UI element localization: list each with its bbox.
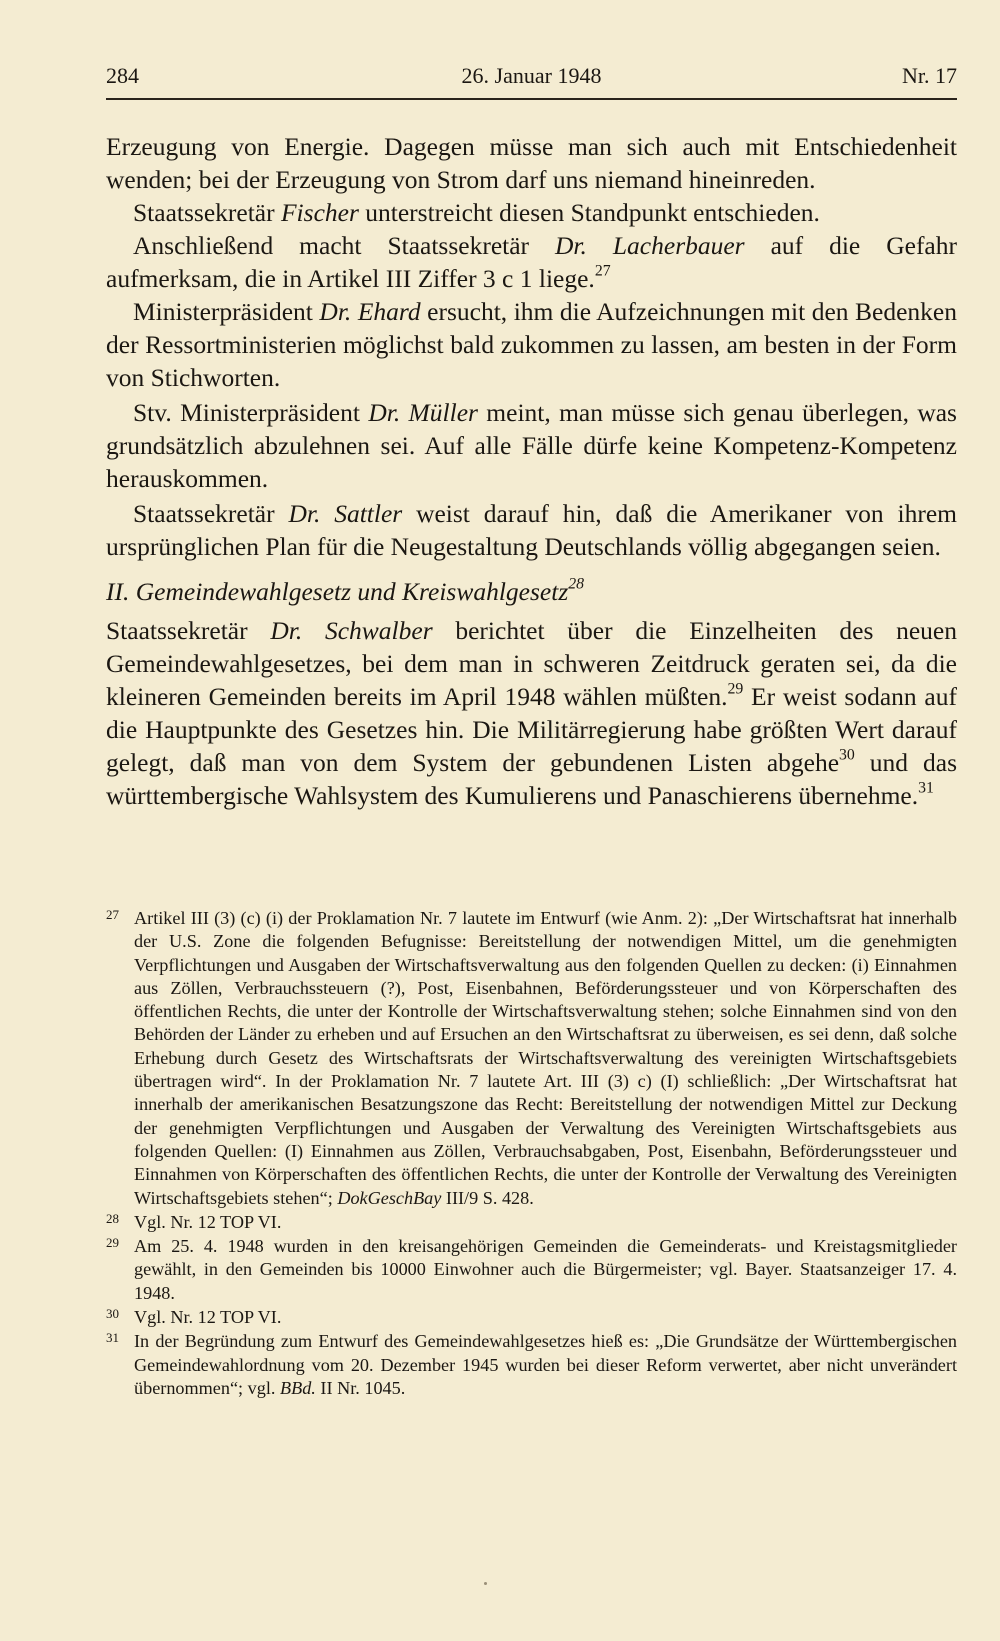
section-heading: II. Gemeindewahlgesetz und Kreiswahlgesetz$^{28}$ <box>106 575 585 606</box>
footnote-28: 28 Vgl. Nr. 12 TOP VI. <box>106 1211 957 1234</box>
source-abbreviation: DokGeschBay <box>337 1187 442 1208</box>
source-abbreviation: BBd. <box>279 1377 316 1398</box>
footnote-ref: 30 <box>839 746 855 764</box>
footnote-30: 30 Vgl. Nr. 12 TOP VI. <box>106 1306 957 1329</box>
paragraph-lacherbauer: Anschließend macht Staatssekretär Dr. Lacherbauer auf die Gefahr aufmerksam, die in Artikel III Ziffer 3 c 1 liege.$^{27}$ <box>106 231 957 293</box>
main-text <box>106 130 957 812</box>
footnotes <box>106 907 957 1401</box>
speaker-name: Müller <box>408 398 478 427</box>
speaker-name: Fischer <box>280 198 359 227</box>
footnote-31: 31 In der Begründung zum Entwurf des Gemeindewahlgesetzes hieß es: „Die Grundsätze der Württembergischen Gemeindewahlordnung vom 20. Dezember 1945 wurden bei dieser Reform verwertet, aber nicht unverändert übernommen“; vgl. BBd. II Nr. 1045. <box>106 1330 957 1400</box>
paragraph-mueller: Stv. Ministerpräsident Dr. Müller meint, man müsse sich genau überlegen, was grundsätzlich abzulehnen sei. Auf alle Fälle dürfe keine Kompetenz-Kompetenz herauskommen. <box>106 398 957 493</box>
page-number: 284 <box>106 63 139 88</box>
footnote-number: 30 <box>106 1306 119 1322</box>
footnote-number: 27 <box>106 907 119 922</box>
speaker-name: Schwalber <box>324 616 433 645</box>
paragraph-ehard: Ministerpräsident Dr. Ehard ersucht, ihm die Aufzeichnungen mit den Bedenken der Ressortministerien möglichst bald zukommen zu lassen, am besten in der Form von Stichworten. <box>106 297 957 392</box>
paragraph-sattler: Staatssekretär Dr. Sattler weist darauf hin, daß die Amerikaner von ihrem ursprünglichen Plan für die Neugestaltung Deutschlands völlig abgegangen seien. <box>106 499 958 561</box>
speaker-name: Ehard <box>357 297 421 326</box>
paragraph-schwalber: Staatssekretär Dr. Schwalber berichtet über die Einzelheiten des neuen Gemeindewahlgesetzes, bei dem man in schweren Zeitdruck geraten sei, da die kleineren Gemeinden bereits im April 1948 wählen müßten.$^{29}$ Er weist sodann auf die Hauptpunkte des Gesetzes hin. Die Militärregierung habe größten Wert darauf gelegt, daß man von dem System der gebundenen Listen abgehe$^{30}$ und das württembergische Wahlsystem des Kumulierens und Panaschierens übernehme.$^{31}$ <box>106 616 957 810</box>
speaker-name: Lacherbauer <box>612 231 745 260</box>
footnote-number: 28 <box>106 1210 119 1226</box>
speaker-name: Sattler <box>334 499 403 528</box>
paragraph-fischer: Staatssekretär Fischer unterstreicht diesen Standpunkt entschieden. <box>133 198 820 227</box>
header-rule <box>106 98 957 100</box>
footnote-ref: 29 <box>727 680 744 698</box>
footnote-number: 31 <box>106 1330 119 1346</box>
paragraph-energy: Erzeugung von Energie. Dagegen müsse man sich auch mit Entschiedenheit wenden; bei der Erzeugung von Strom darf uns niemand hineinreden. <box>106 132 957 194</box>
footnote-number: 29 <box>106 1235 119 1251</box>
footnote-29: 29 Am 25. 4. 1948 wurden in den kreisangehörigen Gemeinden die Gemeinderats- und Kreistagsmitglieder gewählt, in den Gemeinden bis 10000 Einwohner auch die Bürgermeister; vgl. Bayer. Staatsanzeiger 17. 4. 1948. <box>106 1235 957 1305</box>
paper-speck <box>484 1582 487 1585</box>
footnote-ref: 28 <box>568 575 585 593</box>
footnote-ref: 27 <box>594 262 611 280</box>
header-date: 26. Januar 1948 <box>461 63 602 88</box>
footnote-ref: 31 <box>918 779 934 797</box>
footnote-27: 27 Artikel III (3) (c) (i) der Proklamation Nr. 7 lautete im Entwurf (wie Anm. 2): „Der Wirtschaftsrat hat innerhalb der U.S. Zone die folgenden Befugnisse: Bereitstellung der notwendigen Mittel, um die genehmigten Verpflichtungen und Ausgaben der Wirtschaftsverwaltung aus den folgenden Quellen zu decken: (i) Einnahmen aus Zöllen, Verbrauchssteuern (?), Post, Eisenbahnen, Beförderungssteuer und von Körperschaften des öffentlichen Rechts, die unter der Kontrolle der Wirtschaftsverwaltung stehen; solche Einnahmen sind von den Behörden der Länder zu erheben und auf Ersuchen an den Wirtschaftsrat zu überweisen, es sei denn, daß solche Erhebung durch Gesetz des Wirtschaftsrats der Wirtschaftsverwaltung des vereinigten Wirtschaftsgebiets übertragen wird“. In der Proklamation Nr. 7 lautete Art. III (3) c) (I) schließlich: „Der Wirtschaftsrat hat innerhalb der amerikanischen Besatzungszone das Recht: Bereitstellung der notwendigen Mittel zur Deckung der genehmigten Verpflichtungen und Ausgaben der Verwaltung des Vereinigten Wirtschaftsgebiets aus folgenden Quellen: (I) Einnahmen aus Zöllen, Verbrauchsabgaben, Post, Eisenbahn, Beförderungssteuer und Einnahmen von Körperschaften des öffentlichen Rechts, die unter der Kontrolle der Verwaltung des Vereinigten Wirtschaftsgebiets stehen“; DokGeschBay III/9 S. 428. <box>106 907 957 1210</box>
document-number: Nr. 17 <box>902 63 957 88</box>
